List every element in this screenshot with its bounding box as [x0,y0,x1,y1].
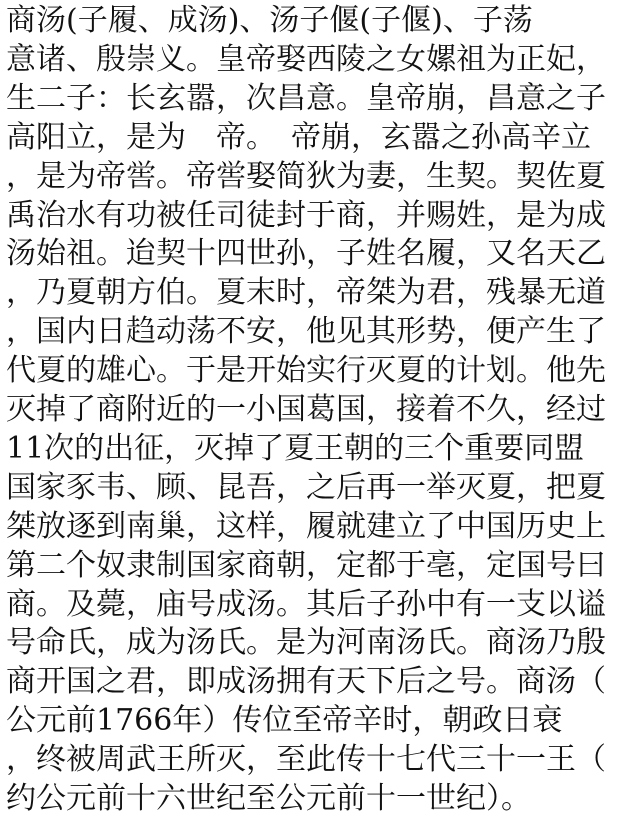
text-line-4: 高阳立，是为 帝。 帝崩，玄嚣之孙高辛立 [6,119,591,155]
text-line-2: 意诸、殷崇义。皇帝娶西陵之女嫘祖为正妃， [6,41,606,77]
text-line-10: 代夏的雄心。于是开始实行灭夏的计划。他先 [6,353,606,389]
text-line-1: 商汤(子履、成汤)、汤子偃(子偃)、子荡 [6,3,533,38]
text-line-7: 汤始祖。迨契十四世孙，子姓名履，又名天乙 [6,236,606,272]
text-line-20: ，终被周武王所灭，至此传十七代三十一王（ [6,742,606,778]
text-line-5: ，是为帝喾。帝喾娶简狄为妻，生契。契佐夏 [6,158,606,194]
text-line-11: 灭掉了商附近的一小国葛国，接着不久，经过 [6,392,606,428]
text-line-15: 第二个奴隶制国家商朝，定都于亳，定国号曰 [6,547,606,583]
text-line-9: ，国内日趋动荡不安，他见其形势，便产生了 [6,314,606,350]
text-line-12: 11次的出征，灭掉了夏王朝的三个重要同盟 [6,430,585,466]
text-line-21: 约公元前十六世纪至公元前十一世纪）。 [6,781,531,817]
text-line-16: 商。及薨，庙号成汤。其后子孙中有一支以谥 [6,586,606,622]
text-line-6: 禹治水有功被任司徒封于商，并赐姓，是为成 [6,197,606,233]
text-line-18: 商开国之君，即成汤拥有天下后之号。商汤（ [6,664,606,700]
text-line-17: 号命氏，成为汤氏。是为河南汤氏。商汤乃殷 [6,625,606,661]
text-line-14: 桀放逐到南巢，这样，履就建立了中国历史上 [6,508,606,544]
text-line-3: 生二子：长玄嚣，次昌意。皇帝崩，昌意之子 [6,80,606,116]
text-line-13: 国家豕韦、顾、昆吾，之后再一举灭夏，把夏 [6,469,606,505]
text-line-19: 公元前1766年）传位至帝辛时，朝政日衰 [6,703,563,739]
text-line-8: ，乃夏朝方伯。夏末时，帝桀为君，残暴无道 [6,275,606,311]
